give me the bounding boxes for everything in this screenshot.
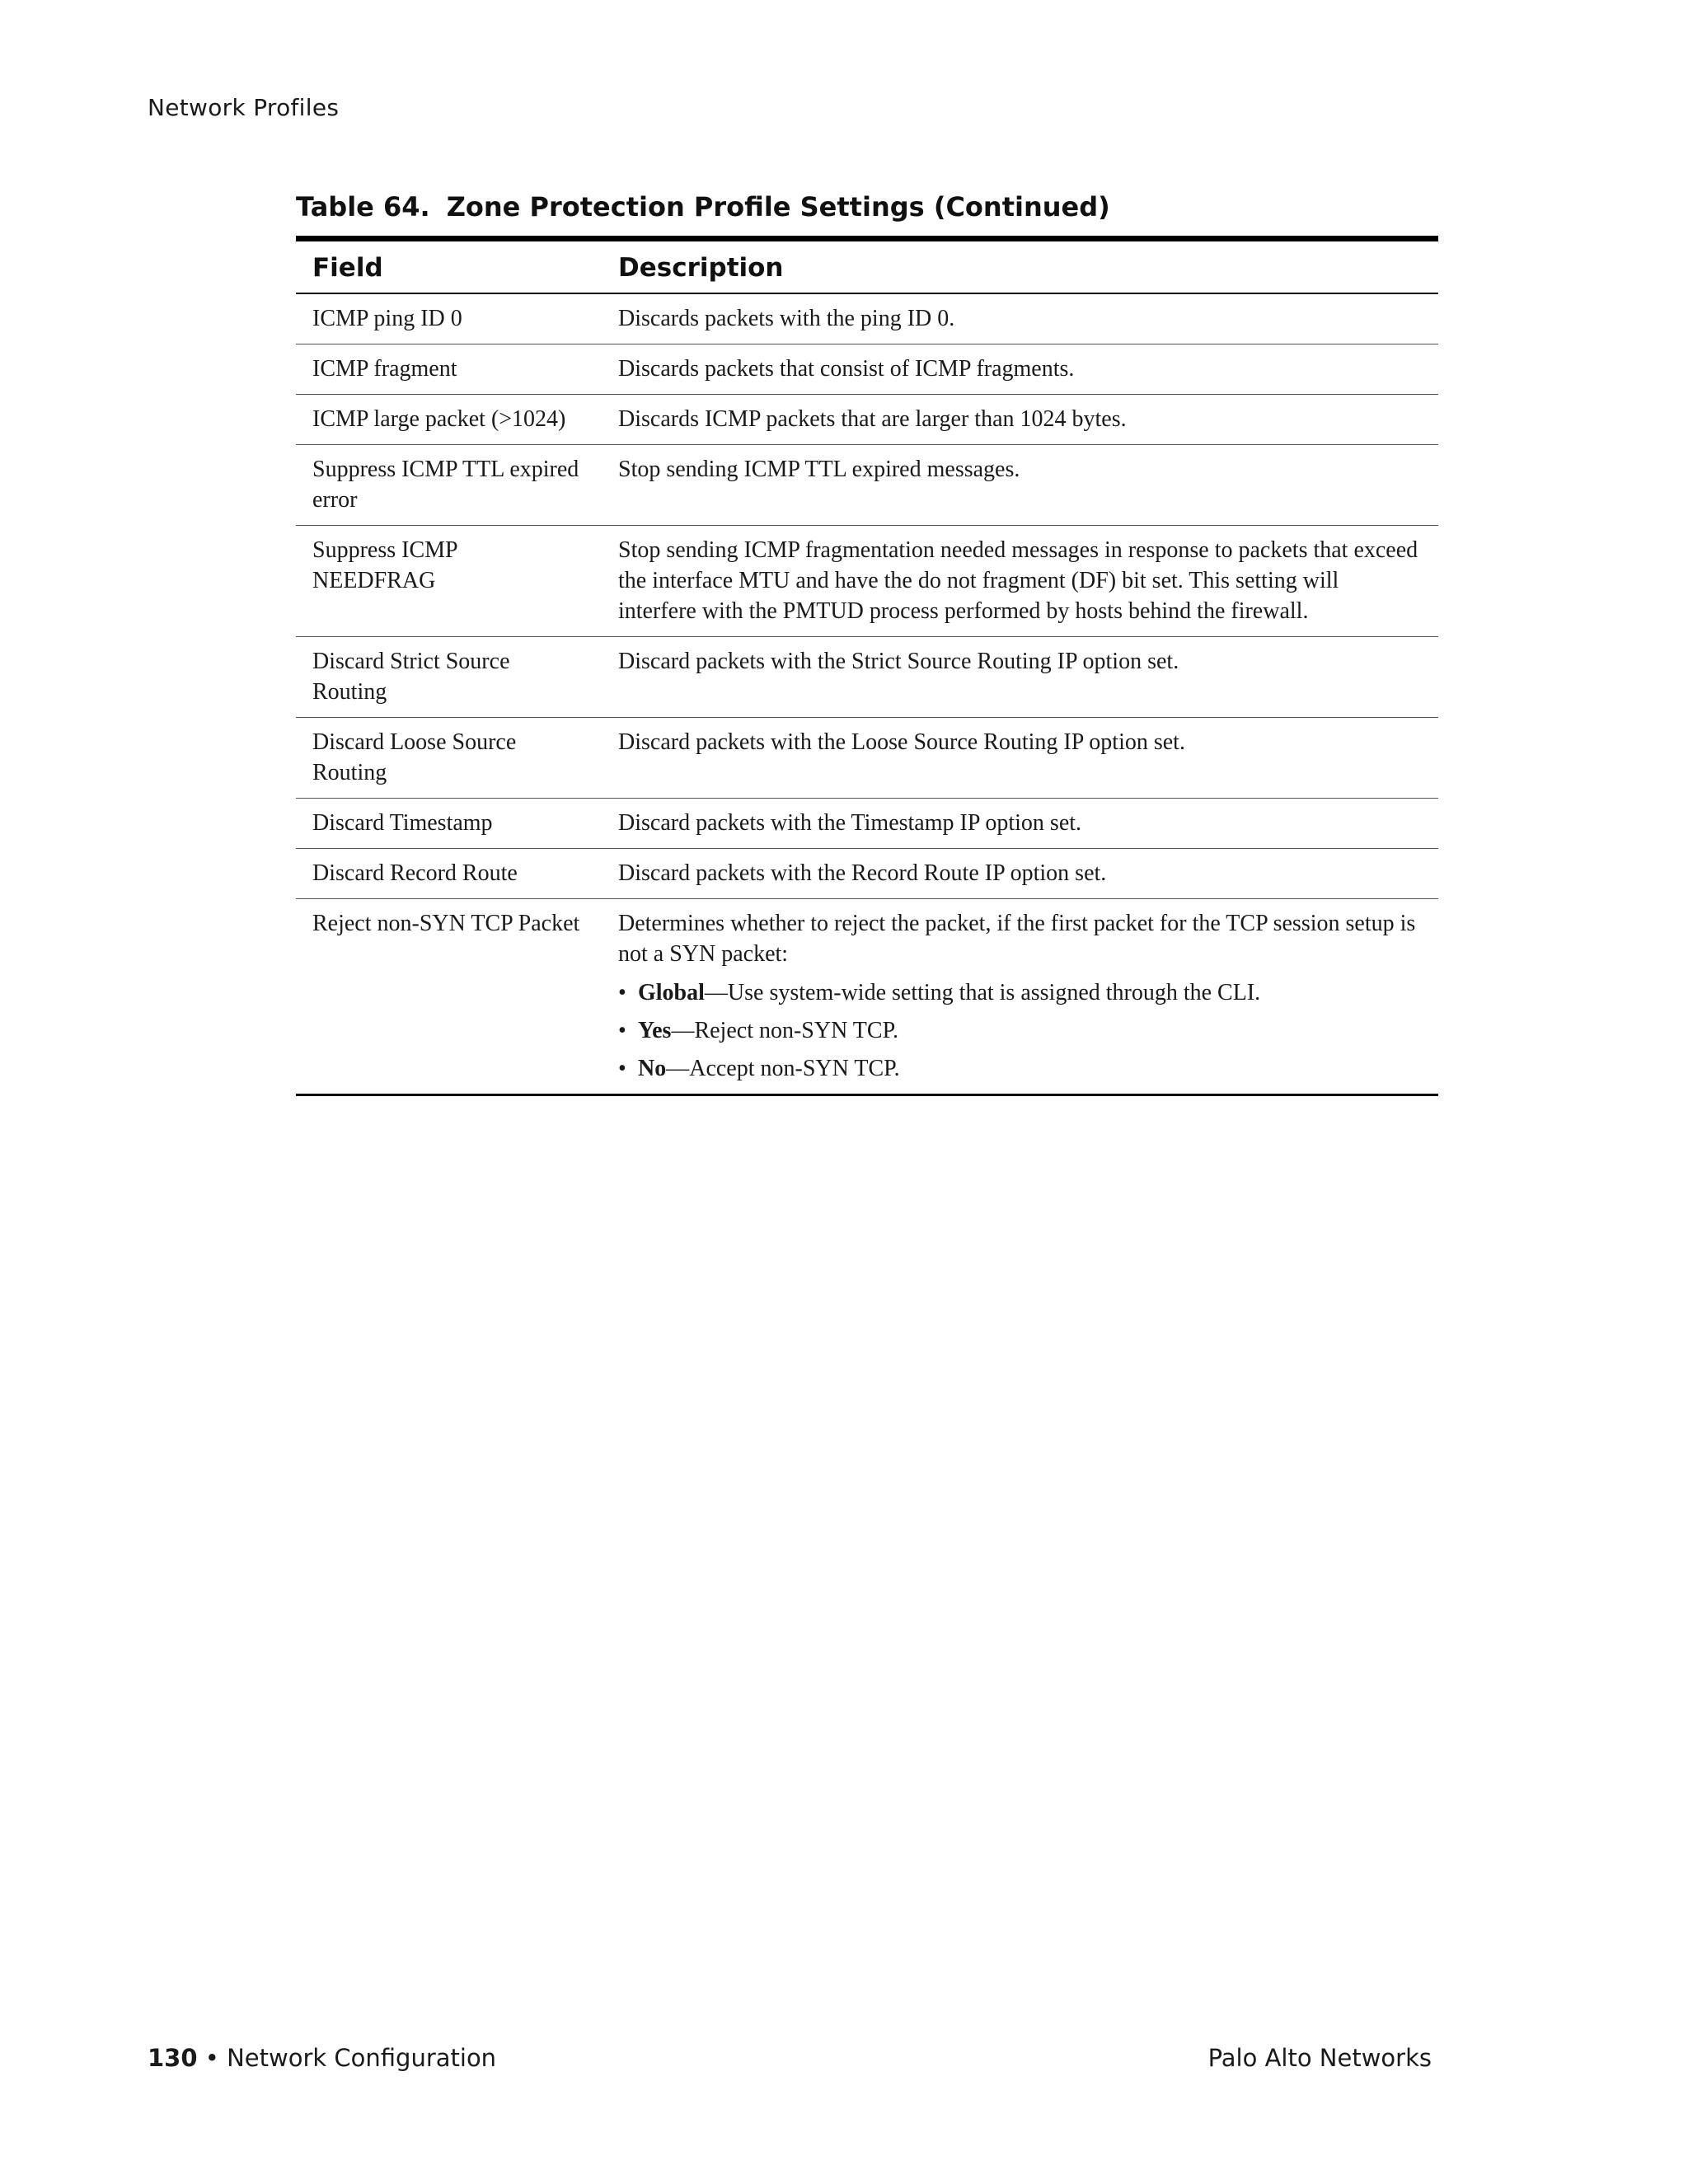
description-cell: Discard packets with the Record Route IP option set. — [602, 849, 1438, 899]
list-item — [618, 1015, 1422, 1046]
table-caption — [296, 191, 1110, 223]
footer-separator: • — [197, 2044, 227, 2072]
table-row — [296, 799, 1438, 849]
description-cell — [602, 899, 1438, 1095]
field-cell: Discard Strict Source Routing — [296, 637, 602, 718]
option-list — [618, 977, 1422, 1084]
zone-protection-settings-table — [296, 236, 1438, 1096]
description-cell: Discards packets with the ping ID 0. — [602, 293, 1438, 344]
field-cell: Discard Loose Source Routing — [296, 718, 602, 799]
page-number: 130 — [148, 2044, 198, 2072]
table-row — [296, 899, 1438, 1095]
option-text: —Accept non-SYN TCP. — [666, 1056, 900, 1081]
description-cell: Discards ICMP packets that are larger than 1024 bytes. — [602, 395, 1438, 445]
option-text: —Reject non-SYN TCP. — [671, 1018, 899, 1043]
option-text: —Use system-wide setting that is assigned through the CLI. — [704, 980, 1261, 1005]
field-cell: Reject non-SYN TCP Packet — [312, 911, 580, 936]
description-text: Determines whether to reject the packet, if the first packet for the TCP session setup is not a SYN packet: — [618, 911, 1416, 967]
description-cell: Discard packets with the Strict Source Routing IP option set. — [602, 637, 1438, 718]
bullet-glyph: • — [618, 1056, 626, 1081]
table-header-row — [296, 239, 1438, 294]
field-cell: Suppress ICMP TTL expired error — [296, 445, 602, 526]
list-item — [618, 1053, 1422, 1084]
column-header-field: Field — [296, 239, 602, 294]
bullet-glyph: • — [618, 1018, 626, 1043]
footer-company: Palo Alto Networks — [1207, 2044, 1432, 2072]
list-item — [618, 977, 1422, 1008]
table-row — [296, 849, 1438, 899]
footer-left — [148, 2044, 496, 2072]
description-cell: Discard packets with the Loose Source Routing IP option set. — [602, 718, 1438, 799]
table-title: Zone Protection Profile Settings (Continued) — [446, 191, 1110, 223]
description-cell: Stop sending ICMP fragmentation needed messages in response to packets that exceed the interface MTU and have the do not fragment (DF) bit set. This setting will interfere with the PMTUD process performed by hosts behind the firewall. — [602, 526, 1438, 637]
field-cell: Discard Timestamp — [296, 799, 602, 849]
description-cell: Stop sending ICMP TTL expired messages. — [602, 445, 1438, 526]
description-cell: Discards packets that consist of ICMP fragments. — [602, 344, 1438, 395]
field-cell: ICMP ping ID 0 — [296, 293, 602, 344]
table-row — [296, 344, 1438, 395]
field-cell: Suppress ICMP NEEDFRAG — [296, 526, 602, 637]
description-cell: Discard packets with the Timestamp IP option set. — [602, 799, 1438, 849]
settings-table-container — [296, 236, 1438, 1096]
option-term: Global — [638, 980, 705, 1005]
field-cell: Discard Record Route — [296, 849, 602, 899]
table-row — [296, 445, 1438, 526]
option-term: No — [638, 1056, 667, 1081]
chapter-title: Network Configuration — [227, 2044, 497, 2072]
field-cell: ICMP fragment — [296, 344, 602, 395]
table-row — [296, 395, 1438, 445]
table-number: Table 64. — [296, 191, 430, 223]
column-header-description: Description — [602, 239, 1438, 294]
field-cell: ICMP large packet (>1024) — [296, 395, 602, 445]
table-row — [296, 526, 1438, 637]
table-row — [296, 637, 1438, 718]
table-row — [296, 293, 1438, 344]
option-term: Yes — [638, 1018, 672, 1043]
bullet-glyph: • — [618, 980, 626, 1005]
running-header: Network Profiles — [148, 94, 340, 121]
table-row — [296, 718, 1438, 799]
